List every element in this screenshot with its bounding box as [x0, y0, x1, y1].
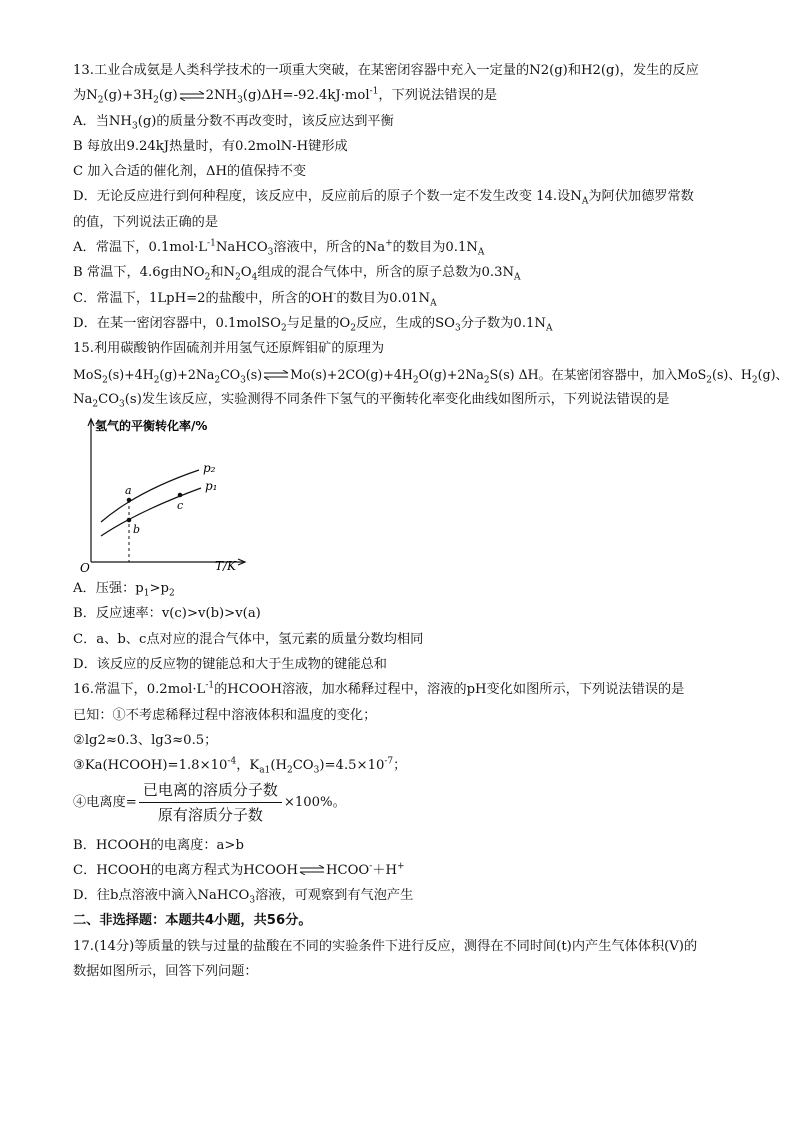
q13-option-b: B 每放出9.24kJ热量时，有0.2molN-H键形成	[73, 138, 348, 154]
c-label: c	[177, 499, 184, 513]
q15-option-c: C．a、b、c点对应的混合气体中，氢元素的质量分数均相同	[73, 631, 424, 647]
ionization-fraction	[139, 780, 282, 825]
q14-option-a: A．常温下，$0.1mol\cdot L^{-1}NaHCO_3$溶液中，所含的Na+的数目为$0.1N_A$	[73, 238, 485, 258]
q17-stem-line1: 17.(14分)等质量的铁与过量的盐酸在不同的实验条件下进行反应，测得在不同时间(t)内产生气体体积(V)的	[73, 938, 698, 954]
h2-conversion-graph	[77, 414, 252, 574]
section-2-heading: 二、非选择题：本题共4小题，共56分。	[73, 913, 312, 929]
q16-option-b: B．HCOOH的电离度：a>b	[73, 837, 244, 853]
q16-known-3: $③Ka(HCOOH)=1.8\times 10^{-4}$，$K_{a1}(H_2CO_3)=4.5\times 10^{-7}$；	[73, 756, 407, 776]
q13-option-d: D．无论反应进行到何种程度，该反应中，反应前后的原子个数一定不发生改变 14.设$N_A$为阿伏加德罗常数	[73, 189, 694, 208]
x-axis-label: T/K	[215, 559, 237, 574]
a-label: a	[125, 484, 132, 498]
curve-p2	[101, 470, 199, 522]
q16-known-4: ④电离度= $\frac{\text{已电离的溶质分子数}}{\text{原有溶质分子数}}$ ×100%。	[73, 781, 346, 825]
q16-option-d: D．往b点溶液中滴入NaHCO$_3$溶液，可观察到有气泡产生	[73, 888, 414, 906]
point-c	[178, 493, 183, 498]
q15-stem-line2: $MoS_2(s)+4H_2(g)+2Na_2CO_3(s)$ $Mo(s)+2CO(g)+4H_2O(g)+2Na_2S(s)$ ΔH。在某密闭容器中，加入MoS$_2$(s)、$H_2(g)$、	[73, 366, 789, 386]
fraction-denominator: 原有溶质分子数	[157, 806, 263, 825]
q13-option-c: C 加入合适的催化剂，ΔH的值保持不变	[73, 164, 307, 180]
q14-option-c: C．常温下，1LpH=2的盐酸中，所含的OH-的数目为$0.01N_A$	[73, 289, 437, 309]
q13-stem-line1	[73, 58, 733, 83]
q14-option-d: D．在某一密闭容器中，0.1molSO$_2$与足量的$O_2$反应，生成的$SO_3$分子数为$0.1N_A$	[73, 315, 553, 334]
q16-option-c: C．HCOOH的电离方程式为HCOOH HCOO-＋H+	[73, 861, 405, 878]
y-axis-label: 氢气的平衡转化率/%	[95, 419, 208, 434]
point-b	[127, 518, 132, 523]
q15-stem-line1: 15.利用碳酸钠作固硫剂并用氢气还原辉钼矿的原理为	[73, 341, 385, 357]
point-a	[127, 498, 132, 503]
origin-label: O	[80, 561, 90, 575]
equilibrium-arrow-icon	[263, 370, 289, 380]
equilibrium-arrow-icon	[299, 865, 325, 875]
q15-stem-line3: $Na_2CO_3(s)$发生该反应，实验测得不同条件下氢气的平衡转化率变化曲线如图所示，下列说法错误的是	[73, 391, 670, 410]
q14-option-b: B 常温下，4.6g由$NO_2$和$N_2O_4$组成的混合气体中，所含的原子总数为$0.3N_A$	[73, 265, 521, 284]
q15-option-a: A．压强：$p_1>p_2$	[73, 581, 175, 599]
q16-known-1: 已知：①不考虑稀释过程中溶液体积和温度的变化；	[73, 707, 377, 723]
curve-p1	[101, 488, 201, 536]
q14-stem: 的值，下列说法正确的是	[73, 214, 219, 230]
q16-stem: 16.常温下，$0.2mol\cdot L^{-1}$的HCOOH溶液，加水稀释过程中，溶液的pH变化如图所示，下列说法错误的是	[73, 680, 685, 698]
q16-known-2: ②lg2≈0.3、lg3≈0.5；	[73, 732, 218, 748]
q13-stem-line2: 为$N_2(g)+3H_2(g)$ $2NH_3(g)\Delta H=-92.4kJ\cdot mol^{-1}$，下列说法错误的是	[73, 86, 498, 106]
q13-option-a: A．当$NH_3(g)$的质量分数不再改变时，该反应达到平衡	[73, 113, 394, 132]
fraction-numerator: 已电离的溶质分子数	[139, 780, 282, 803]
graph-svg	[77, 414, 252, 574]
equilibrium-arrow-icon	[179, 91, 205, 101]
q15-option-d: D．该反应的反应物的键能总和大于生成物的键能总和	[73, 657, 387, 673]
b-label: b	[133, 523, 141, 537]
q13-text: 13.工业合成氨是人类科学技术的一项重大突破，在某密闭容器中充入一定量的N2(g)和H2(g)，发生的反应	[73, 63, 699, 78]
p1-label: p₁	[205, 479, 218, 494]
q17-stem-line2: 数据如图所示，回答下列问题：	[73, 964, 258, 980]
exam-page	[73, 58, 789, 984]
q15-option-b: B．反应速率：v(c)>v(b)>v(a)	[73, 606, 261, 622]
p2-label: p₂	[203, 461, 216, 476]
